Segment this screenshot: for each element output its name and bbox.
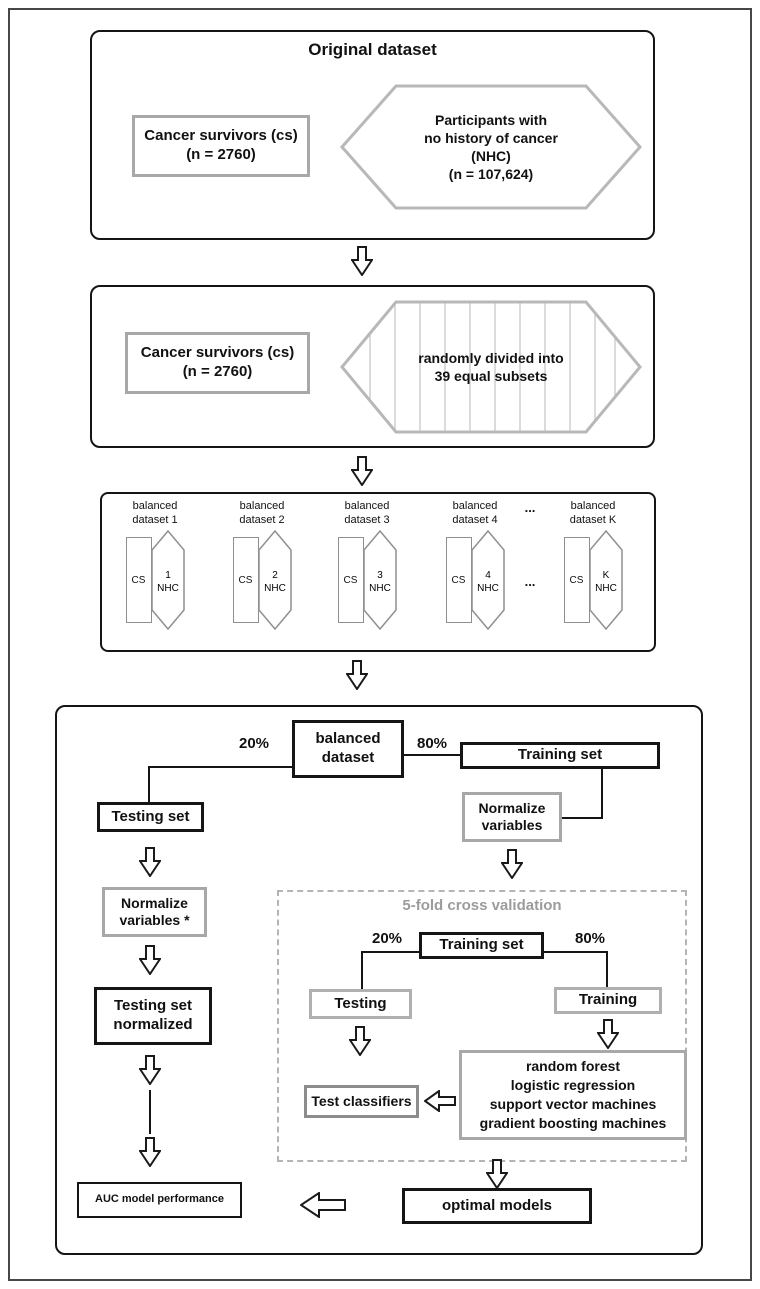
left-arrow-icon	[424, 1090, 456, 1112]
cv-split-20-label: 20%	[371, 930, 403, 947]
nhc-hexagon	[340, 82, 642, 212]
label-line2: dataset 4	[452, 513, 498, 526]
balanced-dataset-node	[292, 720, 404, 778]
divided-line2: 39 equal subsets	[434, 368, 548, 384]
cv-split-80-label: 80%	[574, 930, 606, 947]
cv-testing-node	[309, 989, 412, 1019]
normalize-line2: variables *	[119, 912, 190, 928]
nhc-small-hexagon	[151, 530, 185, 630]
split-20-label: 20%	[238, 735, 270, 752]
down-arrow-icon	[139, 847, 161, 877]
cancer-survivors-line1: Cancer survivors (cs)	[140, 344, 295, 362]
balanced-line1: balanced	[315, 730, 381, 748]
cv-training-label: Training	[578, 991, 638, 1009]
left-arrow-icon	[300, 1192, 346, 1218]
cv-training-node	[554, 987, 662, 1014]
hex-number-label: 3	[376, 570, 383, 581]
divided-line1: randomly divided into	[418, 349, 564, 366]
cv-testing-label: Testing	[334, 994, 387, 1012]
hex-nhc-label: NHC	[368, 583, 391, 594]
training-set-node	[460, 742, 660, 769]
normalize-line1: Normalize	[121, 894, 188, 911]
connector-line	[562, 817, 603, 819]
connector-line	[601, 769, 603, 819]
cancer-survivors-box-2	[125, 332, 310, 394]
down-arrow-icon	[501, 849, 523, 879]
connector-line	[544, 951, 608, 953]
classifier-line4: gradient boosting machines	[479, 1114, 667, 1131]
auc-label: AUC model performance	[95, 1193, 224, 1206]
dataset-shapes	[327, 530, 407, 630]
cross-validation-box	[277, 890, 687, 1162]
dataset-shapes	[115, 530, 195, 630]
hex-number-label: K	[602, 570, 609, 581]
label-line1: balanced	[239, 500, 285, 512]
hex-nhc-label: NHC	[594, 583, 617, 594]
label-line2: dataset 3	[344, 513, 390, 526]
testing-set-node	[97, 802, 204, 832]
divided-hexagon-text	[340, 297, 642, 437]
testing-set-label: Testing set	[111, 807, 190, 825]
hex-number-label: 4	[484, 570, 491, 581]
nhc-line3: (NHC)	[471, 148, 511, 164]
optimal-models-node	[402, 1188, 592, 1224]
test-classifiers-node	[304, 1085, 419, 1118]
dataset-shapes	[553, 530, 633, 630]
hex-nhc-label: NHC	[263, 583, 286, 594]
balanced-dataset-group-1	[115, 494, 195, 630]
label-line1: balanced	[132, 500, 178, 512]
training-set-label: Training set	[517, 746, 603, 764]
balanced-dataset-label	[115, 500, 195, 528]
down-arrow-icon	[351, 246, 373, 276]
nhc-small-hexagon	[363, 530, 397, 630]
hex-number-label: 2	[271, 570, 278, 581]
down-arrow-icon	[351, 456, 373, 486]
nhc-hexagon-text	[340, 82, 642, 212]
optimal-models-label: optimal models	[441, 1196, 553, 1214]
test-classifiers-label: Test classifiers	[311, 1092, 412, 1109]
hex-number-label: 1	[164, 570, 171, 581]
random-division-box	[90, 285, 655, 448]
original-dataset-box	[90, 30, 655, 240]
testing-normalized-line1: Testing set	[113, 997, 193, 1015]
label-line1: balanced	[344, 500, 390, 512]
cross-validation-title: 5-fold cross validation	[402, 897, 562, 914]
connector-line	[606, 951, 608, 987]
original-dataset-title: Original dataset	[308, 40, 437, 59]
ellipsis-top: ...	[524, 500, 536, 515]
balanced-dataset-group-2	[222, 494, 302, 630]
normalize-line1: Normalize	[478, 799, 546, 816]
connector-line	[361, 951, 363, 989]
classifier-line1: random forest	[525, 1058, 621, 1075]
down-arrow-icon	[139, 1055, 161, 1085]
down-arrow-icon	[139, 945, 161, 975]
cancer-survivors-line2: (n = 2760)	[182, 363, 253, 380]
balanced-line2: dataset	[321, 749, 375, 766]
ellipsis-middle: ...	[524, 574, 536, 589]
cancer-survivors-line1: Cancer survivors (cs)	[144, 127, 298, 145]
balanced-dataset-label	[222, 500, 302, 528]
down-arrow-icon	[597, 1019, 619, 1049]
cancer-survivors-line2: (n = 2760)	[186, 146, 256, 163]
cs-rect: CS	[126, 537, 152, 623]
cs-rect: CS	[338, 537, 364, 623]
down-arrow-icon	[486, 1159, 508, 1189]
split-80-label: 80%	[416, 735, 448, 752]
nhc-small-hexagon	[589, 530, 623, 630]
label-line2: dataset K	[569, 513, 617, 526]
testing-normalized-line2: normalized	[113, 1016, 193, 1033]
balanced-datasets-box	[100, 492, 656, 652]
cv-training-set-node	[419, 932, 544, 959]
hex-nhc-label: NHC	[156, 583, 179, 594]
balanced-dataset-label	[327, 500, 407, 528]
hex-nhc-label: NHC	[476, 583, 499, 594]
cs-rect: CS	[446, 537, 472, 623]
dataset-shapes	[222, 530, 302, 630]
connector-line	[148, 766, 150, 802]
down-arrow-icon	[139, 1137, 161, 1167]
modelling-pipeline-box	[55, 705, 703, 1255]
connector-line	[404, 754, 460, 756]
connector-line	[361, 951, 419, 953]
label-line1: balanced	[570, 500, 616, 512]
down-arrow-icon	[349, 1026, 371, 1056]
connector-line	[149, 1090, 151, 1134]
normalize-line2: variables	[481, 817, 543, 833]
testing-set-normalized-node	[94, 987, 212, 1045]
classifier-line2: logistic regression	[510, 1077, 636, 1094]
balanced-dataset-group-k	[553, 494, 633, 630]
cs-rect: CS	[233, 537, 259, 623]
normalize-variables-star-node	[102, 887, 207, 937]
connector-line	[149, 766, 292, 768]
balanced-dataset-label	[553, 500, 633, 528]
label-line2: dataset 2	[239, 513, 285, 526]
normalize-variables-node	[462, 792, 562, 842]
nhc-line1: Participants with	[434, 111, 548, 128]
balanced-dataset-label	[435, 500, 515, 528]
auc-model-performance-node	[77, 1182, 242, 1218]
divided-hexagon	[340, 297, 642, 437]
balanced-dataset-group-3	[327, 494, 407, 630]
nhc-small-hexagon	[258, 530, 292, 630]
nhc-small-hexagon	[471, 530, 505, 630]
label-line2: dataset 1	[132, 513, 178, 526]
down-arrow-icon	[346, 660, 368, 690]
cv-training-set-label: Training set	[439, 936, 524, 954]
classifier-list-node	[459, 1050, 687, 1140]
nhc-line4: (n = 107,624)	[448, 166, 534, 183]
balanced-dataset-group-4	[435, 494, 515, 630]
nhc-line2: no history of cancer	[424, 129, 558, 146]
cs-rect: CS	[564, 537, 590, 623]
classifier-line3: support vector machines	[489, 1096, 657, 1112]
dataset-shapes	[435, 530, 515, 630]
cancer-survivors-box-1	[132, 115, 310, 177]
label-line1: balanced	[452, 500, 498, 512]
